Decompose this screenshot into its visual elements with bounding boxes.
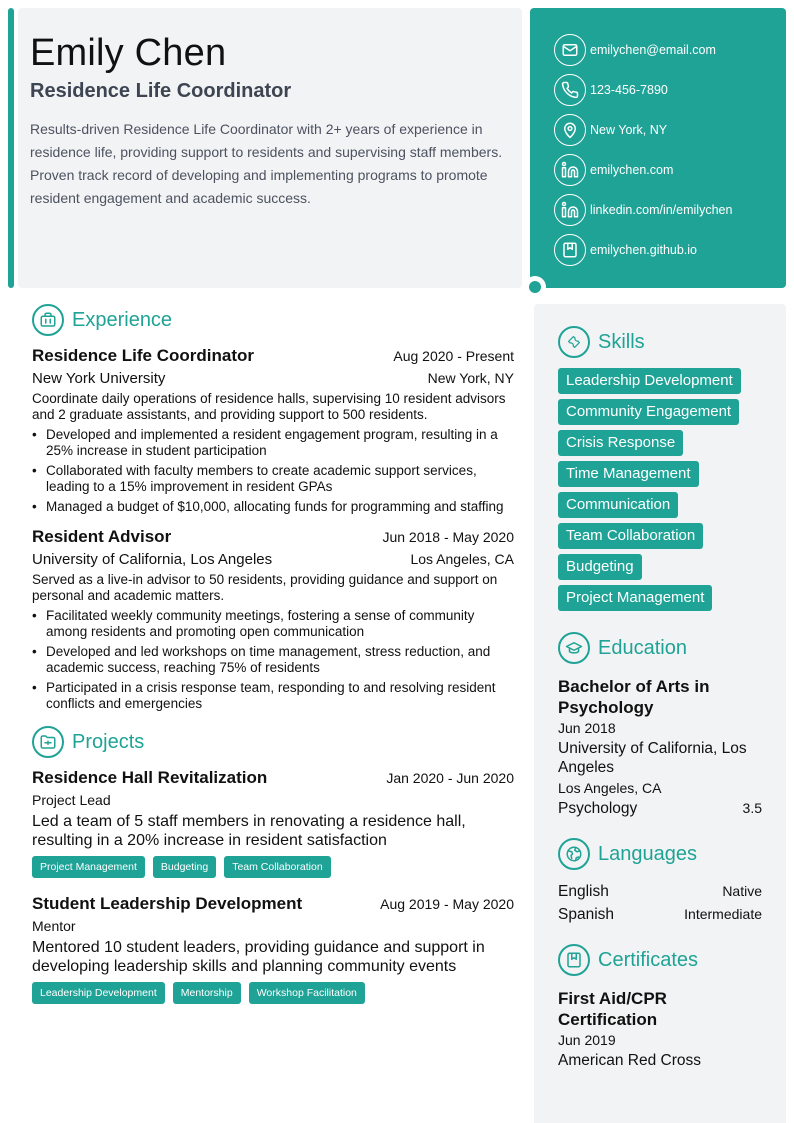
job-org: University of California, Los Angeles	[32, 551, 273, 568]
job-entry	[32, 346, 514, 515]
job-bullet: • Facilitated weekly community meetings, fostering a sense of community among residents and promoting open communication	[32, 608, 514, 640]
contact-github-text: emilychen.github.io	[590, 243, 698, 257]
project-tags	[32, 856, 514, 878]
skill-tag: Leadership Development	[558, 368, 741, 394]
email-icon	[554, 34, 586, 66]
graduation-cap-icon	[558, 632, 590, 664]
job-bullets	[32, 427, 514, 515]
job-entry	[32, 527, 514, 712]
github-icon	[554, 234, 586, 266]
job-org: New York University	[32, 370, 166, 387]
certificate-icon	[558, 944, 590, 976]
candidate-title: Residence Life Coordinator	[30, 80, 292, 102]
phone-icon	[554, 74, 586, 106]
main-column	[32, 304, 514, 1004]
contact-phone[interactable]	[554, 70, 786, 110]
job-bullet: • Managed a budget of $10,000, allocating funds for programming and staffing	[32, 499, 514, 515]
project-entry	[32, 768, 514, 878]
project-tag: Workshop Facilitation	[249, 982, 365, 1004]
folder-icon	[32, 726, 64, 758]
wrench-icon	[558, 326, 590, 358]
header-panel	[18, 8, 522, 288]
language-level: Native	[722, 883, 762, 899]
contact-phone-text: 123-456-7890	[590, 83, 668, 97]
job-location: Los Angeles, CA	[410, 551, 514, 567]
job-bullet: • Developed and implemented a resident engagement program, resulting in a 25% increase in student participation	[32, 427, 514, 459]
project-description: Mentored 10 student leaders, providing guidance and support in developing leadership skills and planning community events	[32, 939, 485, 975]
education-location: Los Angeles, CA	[558, 780, 662, 796]
experience-heading-label: Experience	[72, 308, 173, 331]
skill-tag: Communication	[558, 492, 678, 518]
certificate-name: First Aid/CPR Certification	[558, 989, 667, 1029]
skills-heading-label: Skills	[598, 330, 645, 353]
education-heading	[558, 632, 762, 664]
job-title: Residence Life Coordinator	[32, 346, 254, 365]
accent-bar	[8, 8, 14, 288]
certificates-heading-label: Certificates	[598, 948, 699, 971]
job-bullet: • Developed and led workshops on time management, stress reduction, and academic success, reaching 75% of residents	[32, 644, 514, 676]
contact-linkedin[interactable]	[554, 190, 786, 230]
project-title: Student Leadership Development	[32, 894, 303, 913]
skill-tag: Crisis Response	[558, 430, 683, 456]
contact-panel	[530, 8, 786, 288]
education-field-row	[558, 799, 762, 818]
contact-email-text: emilychen@email.com	[590, 43, 716, 57]
location-icon	[554, 114, 586, 146]
language-name: Spanish	[558, 906, 615, 923]
job-bullets	[32, 608, 514, 712]
experience-heading	[32, 304, 514, 336]
globe-icon	[558, 838, 590, 870]
candidate-name: Emily Chen	[30, 32, 227, 74]
language-name: English	[558, 883, 609, 900]
contact-website-text: emilychen.com	[590, 163, 674, 177]
project-tag: Leadership Development	[32, 982, 165, 1004]
education-gpa: 3.5	[742, 800, 762, 816]
projects-heading-label: Projects	[72, 730, 145, 753]
job-bullet: • Participated in a crisis response team, responding to and resolving resident conflicts and emergencies	[32, 680, 514, 712]
certificate-date: Jun 2019	[558, 1032, 616, 1048]
education-school: University of California, Los Angeles	[558, 740, 747, 776]
contact-website[interactable]	[554, 150, 786, 190]
skill-tag: Team Collaboration	[558, 523, 703, 549]
languages-heading	[558, 838, 762, 870]
project-tag: Project Management	[32, 856, 145, 878]
languages-heading-label: Languages	[598, 842, 697, 865]
skills-heading	[558, 326, 762, 358]
education-degree: Bachelor of Arts in Psychology	[558, 677, 710, 717]
certificates-heading	[558, 944, 762, 976]
contact-location-text: New York, NY	[590, 123, 668, 137]
projects-heading	[32, 726, 514, 758]
education-heading-label: Education	[598, 636, 687, 659]
job-title: Resident Advisor	[32, 527, 172, 546]
skill-tag: Time Management	[558, 461, 699, 487]
skill-tag: Project Management	[558, 585, 712, 611]
contact-github[interactable]	[554, 230, 786, 270]
contact-location	[554, 110, 786, 150]
job-date: Jun 2018 - May 2020	[382, 529, 514, 545]
project-role: Mentor	[32, 918, 76, 934]
project-role: Project Lead	[32, 792, 111, 808]
project-date: Jan 2020 - Jun 2020	[386, 770, 514, 786]
skills-list	[558, 368, 762, 616]
project-tags	[32, 982, 514, 1004]
language-row	[558, 882, 762, 901]
certificate-issuer: American Red Cross	[558, 1052, 701, 1069]
summary-text: Results-driven Residence Life Coordinator with 2+ years of experience in residence life, providing support to residents and supervising staff members. Proven track record of developing and implementing programs to promote resident engagement and academic success.	[30, 121, 503, 206]
skill-tag: Budgeting	[558, 554, 642, 580]
project-entry	[32, 894, 514, 1004]
project-date: Aug 2019 - May 2020	[380, 896, 514, 912]
briefcase-icon	[32, 304, 64, 336]
project-tag: Budgeting	[153, 856, 216, 878]
project-tag: Team Collaboration	[224, 856, 330, 878]
linkedin-icon	[554, 154, 586, 186]
job-description: Coordinate daily operations of residence halls, supervising 10 resident advisors and 2 graduate assistants, and providing support to 500 residents.	[32, 391, 506, 422]
language-level: Intermediate	[684, 906, 762, 922]
education-field: Psychology	[558, 800, 638, 817]
contact-linkedin-text: linkedin.com/in/emilychen	[590, 203, 733, 217]
job-date: Aug 2020 - Present	[393, 348, 514, 364]
job-location: New York, NY	[427, 370, 514, 386]
project-title: Residence Hall Revitalization	[32, 768, 268, 787]
project-description: Led a team of 5 staff members in renovating a residence hall, resulting in a 20% increase in resident satisfaction	[32, 813, 466, 849]
divider-dot	[524, 276, 546, 298]
contact-email[interactable]	[554, 30, 786, 70]
sidebar	[534, 304, 786, 1123]
skill-tag: Community Engagement	[558, 399, 739, 425]
linkedin-icon	[554, 194, 586, 226]
language-row	[558, 905, 762, 924]
job-bullet: • Collaborated with faculty members to create academic support services, leading to a 15% improvement in resident GPAs	[32, 463, 514, 495]
education-date: Jun 2018	[558, 720, 616, 736]
job-description: Served as a live-in advisor to 50 residents, providing guidance and support on personal and academic matters.	[32, 572, 498, 603]
project-tag: Mentorship	[173, 982, 241, 1004]
